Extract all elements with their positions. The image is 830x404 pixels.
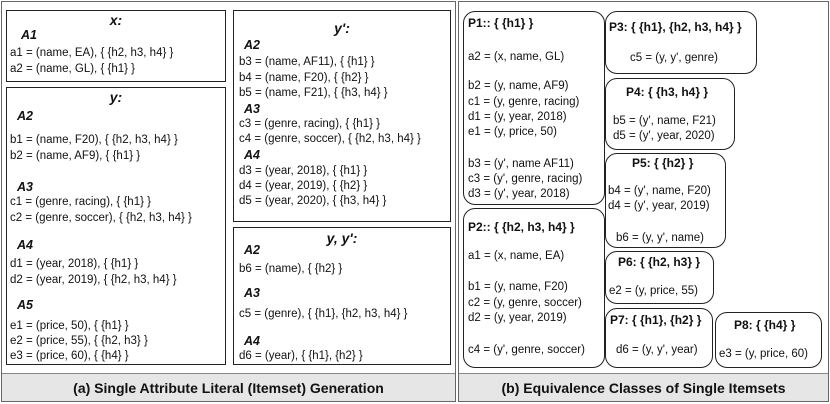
itemset-line: d1 = (year, 2018), { {h1} } — [10, 258, 139, 270]
class-line: b2 = (y, name, AF9) — [468, 80, 569, 92]
group-label: A4 — [17, 238, 33, 252]
class-line: d6 = (y, y', year) — [616, 344, 698, 356]
left-panel-caption: (a) Single Attribute Literal (Itemset) Generation — [2, 373, 455, 401]
group-label: A3 — [244, 286, 260, 300]
itemset-line: e3 = (price, 60), { {h4} } — [10, 350, 129, 362]
class-line: e1 = (y, price, 50) — [468, 126, 557, 138]
itemset-line: c3 = (genre, racing), { {h1} } — [239, 118, 380, 130]
equivalence-class-p1 — [463, 11, 605, 205]
class-line: e2 = (y, price, 55) — [609, 285, 698, 297]
class-line: a2 = (x, name, GL) — [468, 51, 565, 63]
class-line: b1 = (y, name, F20) — [468, 281, 568, 293]
itemset-line: e1 = (price, 50), { {h1} } — [10, 320, 129, 332]
itemset-line: b6 = (name), { {h2} } — [239, 263, 343, 275]
group-label: A1 — [21, 28, 37, 42]
class-title: P1:: { {h1} } — [468, 16, 534, 30]
class-line: d1 = (y, year, 2018) — [468, 111, 567, 123]
itemset-line: d6 = (year), { {h1}, {h2} } — [239, 350, 363, 362]
class-line: c3 = (y', genre, racing) — [468, 173, 583, 185]
itemset-line: a2 = (name, GL), { {h1} } — [10, 63, 135, 75]
group-label: A2 — [244, 243, 260, 257]
y-prime-box-title: y': — [334, 20, 350, 36]
class-line: c4 = (y', genre, soccer) — [468, 344, 585, 356]
itemset-line: c1 = (genre, racing), { {h1} } — [10, 196, 151, 208]
class-line: d5 = (y', year, 2020) — [613, 130, 715, 142]
itemset-line: b2 = (name, AF9), { {h1} } — [10, 150, 141, 162]
class-line: c2 = (y, genre, soccer) — [468, 297, 582, 309]
equivalence-class-p2 — [463, 208, 605, 368]
itemset-line: d4 = (year, 2019), { {h2} } — [239, 180, 368, 192]
class-line: d3 = (y', year, 2018) — [468, 188, 570, 200]
class-title: P7: { {h1}, {h2} } — [610, 313, 702, 327]
class-line: e3 = (y, price, 60) — [719, 348, 808, 360]
itemset-line: c4 = (genre, soccer), { {h2, h3, h4} } — [239, 133, 421, 145]
y-box-title: y: — [109, 89, 123, 105]
equivalence-class-p8 — [715, 312, 822, 368]
group-label: A3 — [17, 180, 33, 194]
itemset-line: d5 = (year, 2020), { {h3, h4} } — [239, 195, 387, 207]
itemset-line: b4 = (name, F20), { {h2} } — [239, 72, 369, 84]
itemset-line: e2 = (price, 55), { {h2, h3} } — [10, 335, 148, 347]
class-line: d4 = (y', year, 2019) — [608, 200, 710, 212]
y-prime-box — [233, 10, 451, 222]
itemset-line: c2 = (genre, soccer), { {h2, h3, h4} } — [10, 212, 192, 224]
itemset-line: d3 = (year, 2018), { {h1} } — [239, 165, 368, 177]
y-yprime-box-title: y, y': — [326, 230, 358, 246]
group-label: A3 — [244, 102, 260, 116]
class-line: d2 = (y, year, 2019) — [468, 312, 567, 324]
itemset-line: b5 = (name, F21), { {h3, h4} } — [239, 87, 388, 99]
itemset-line: b3 = (name, AF11), { {h1} } — [239, 56, 375, 68]
class-line: a1 = (x, name, EA) — [468, 250, 565, 262]
equivalence-class-p3 — [605, 11, 757, 74]
y-yprime-box — [233, 227, 451, 365]
class-line: b5 = (y', name, F21) — [613, 115, 716, 127]
equivalence-class-p4 — [605, 78, 735, 150]
group-label: A4 — [244, 334, 260, 348]
itemset-line: a1 = (name, EA), { {h2, h3, h4} } — [10, 47, 174, 59]
class-line: c1 = (y, genre, racing) — [468, 96, 580, 108]
group-label: A2 — [244, 38, 260, 52]
equivalence-class-p5 — [605, 153, 726, 248]
group-label: A4 — [244, 148, 260, 162]
class-title: P4: { {h3, h4} } — [626, 85, 709, 99]
itemset-line: c5 = (genre), { {h1}, {h2, h3, h4} } — [239, 308, 408, 320]
class-title: P2:: { {h2, h3, h4} } — [468, 220, 575, 234]
class-line: c5 = (y, y', genre) — [630, 52, 718, 64]
x-box — [6, 10, 226, 82]
class-title: P3: { {h1}, {h2, h3, h4} } — [609, 20, 742, 34]
right-panel-caption: (b) Equivalence Classes of Single Itemsets — [459, 373, 828, 401]
class-title: P6: { {h2, h3} } — [618, 255, 701, 269]
itemset-line: b1 = (name, F20), { {h2, h3, h4} } — [10, 134, 178, 146]
class-title: P5: { {h2} } — [632, 156, 694, 170]
y-box — [6, 87, 226, 365]
class-title: P8: { {h4} } — [734, 318, 796, 332]
class-line: b4 = (y', name, F20) — [608, 185, 711, 197]
group-label: A5 — [17, 298, 33, 312]
equivalence-class-p6 — [605, 251, 714, 304]
equivalence-class-p7 — [605, 308, 713, 368]
x-box-title: x: — [109, 12, 123, 28]
group-label: A2 — [17, 109, 33, 123]
itemset-line: d2 = (year, 2019), { {h2, h3, h4} } — [10, 274, 177, 286]
class-line: b6 = (y, y', name) — [616, 232, 704, 244]
class-line: b3 = (y', name AF11) — [468, 158, 574, 170]
